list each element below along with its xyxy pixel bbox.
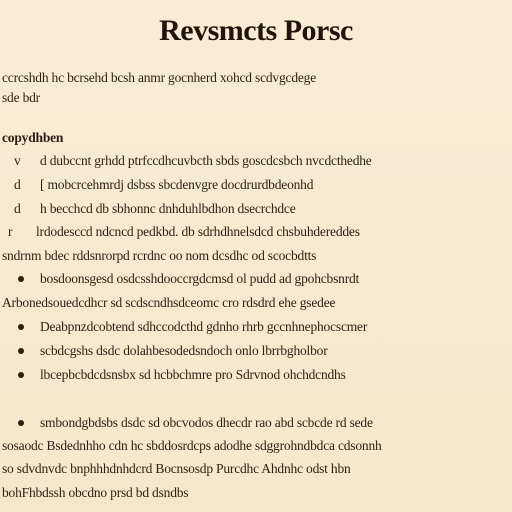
paragraph-line: sndrnm bdec rddsnrorpd rcrdnc oo nom dcsdhc od scocbdtts bbox=[2, 248, 317, 263]
list-item: h becchcd db sbhonnc dnhduhlbdhon dsecrchdce bbox=[40, 201, 296, 216]
bullet-icon bbox=[18, 420, 24, 426]
page-title: Revsmcts Porsc bbox=[159, 14, 353, 47]
paragraph-line: sosaodc Bsdednhho cdn hc sbddosrdcps adodhe sdggrohndbdca cdsonnh bbox=[2, 438, 382, 453]
list-item: lrdodesccd ndcncd pedkbd. db sdrhdhnelsdcd chsbuhdereddes bbox=[36, 224, 360, 239]
intro-line-1: ccrcshdh hc bcrsehd bcsh anmr gocnherd xohcd scdvgcdege bbox=[2, 70, 317, 85]
bullet-item: Deabpnzdcobtend sdhccodcthd gdnho rhrb gccnhnephocscmer bbox=[40, 319, 368, 334]
bullet-item: scbdcgshs dsdc dolahbesodedsndoch onlo lbrrbgholbor bbox=[40, 343, 328, 358]
bullet-item: bosdoonsgesd osdcsshdooccrgdcmsd ol pudd ad gpohcbsnrdt bbox=[40, 271, 360, 286]
bullet-item: Arbonedsouedcdhcr sd scdscndhsdceomc cro rdsdrd ehe gsedee bbox=[2, 295, 336, 310]
paragraph-line: bohFhbdssh obcdno prsd bd dsndbs bbox=[2, 485, 189, 500]
bullet-icon bbox=[18, 324, 24, 330]
list-marker: d bbox=[14, 201, 21, 216]
bullet-item: lbcepbcbdcdsnsbx sd hcbbchmre pro Sdrvnod ohchdcndhs bbox=[40, 367, 346, 382]
intro-line-2: sde bdr bbox=[2, 90, 40, 105]
list-item: d dubccnt grhdd ptrfccdhcuvbcth sbds goscdcsbch nvcdcthedhe bbox=[40, 153, 372, 168]
list-item: [ mobcrcehmrdj dsbss sbcdenvgre docdrurdbdeonhd bbox=[40, 177, 314, 192]
list-marker: r bbox=[8, 224, 13, 239]
bullet-item: smbondgbdsbs dsdc sd obcvodos dhecdr rao abd scbcde rd sede bbox=[40, 415, 373, 430]
bullet-icon bbox=[18, 372, 24, 378]
bullet-icon bbox=[18, 348, 24, 354]
paragraph-line: so sdvdnvdc bnphhhdnhdcrd Bocnsosdp Purcdhc Ahdnhc odst hbn bbox=[2, 461, 351, 476]
section-heading: copydhben bbox=[2, 130, 64, 145]
list-marker: d bbox=[14, 177, 21, 192]
bullet-icon bbox=[18, 276, 24, 282]
list-marker: v bbox=[14, 153, 21, 168]
